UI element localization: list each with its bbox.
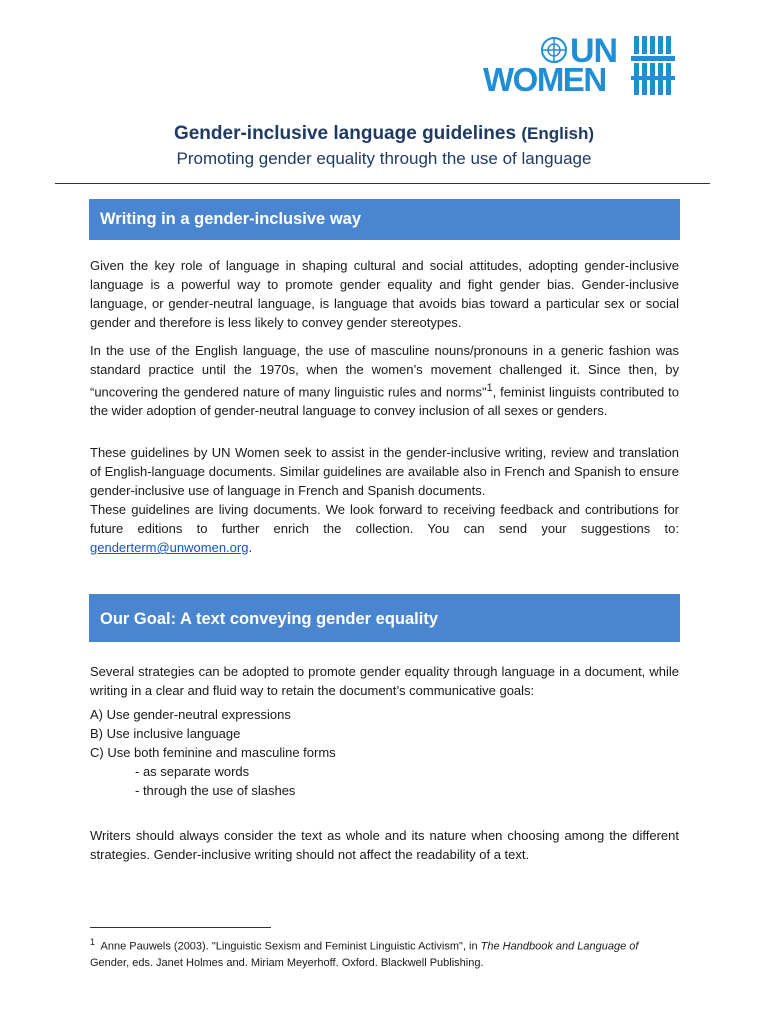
un-globe-icon bbox=[540, 36, 568, 64]
paragraph-guidelines bbox=[90, 443, 679, 557]
footnote-marker: 1 bbox=[90, 937, 96, 947]
document-subtitle: Promoting gender equality through the use of language bbox=[176, 149, 592, 168]
sub-list-item: - through the use of slashes bbox=[135, 783, 296, 798]
footnote-divider bbox=[90, 927, 271, 928]
paragraph-intro: Given the key role of language in shaping cultural and social attitudes, adopting gender-inclusive language is a powerful way to promote gender equality and fight gender bias. Gender-inclusive language, or gender-neutral language, is language that avoids bias toward a particular sex or social gender and therefore is less likely to convey gender stereotypes. bbox=[90, 258, 679, 330]
header-divider bbox=[55, 183, 710, 184]
footnote-ref[interactable]: 1 bbox=[486, 382, 493, 394]
paragraph-history bbox=[90, 341, 679, 420]
history-text: In the use of the English language, the use of masculine nouns/pronouns in a generic fashion was standard practice until the 1970s, when the women’s movement challenged it. Since then, by “uncovering the gendered nature of many linguistic rules and norms" bbox=[90, 343, 679, 400]
feedback-sentence: These guidelines are living documents. We look forward to receiving feedback and contributions for future editions to further enrich the collection. You can send your suggestions to: bbox=[90, 502, 679, 536]
paragraph-strategies: Several strategies can be adopted to promote gender equality through language in a document, while writing in a clear and fluid way to retain the document’s communicative goals: bbox=[90, 664, 679, 698]
document-header bbox=[0, 122, 768, 170]
section-heading-writing: Writing in a gender-inclusive way bbox=[89, 199, 680, 240]
feedback-end: . bbox=[248, 540, 253, 555]
women-symbol-icon bbox=[631, 36, 679, 96]
paragraph-closing: Writers should always consider the text as whole and its nature when choosing among the different strategies. Gender-inclusive writing should not affect the readability of a text. bbox=[90, 828, 679, 862]
email-link[interactable]: genderterm@unwomen.org bbox=[90, 540, 249, 555]
sub-list-item: - as separate words bbox=[135, 764, 250, 779]
feedback-text bbox=[90, 500, 679, 557]
strategy-list bbox=[90, 705, 679, 800]
guidelines-text: These guidelines by UN Women seek to assist in the gender-inclusive writing, review and translation of English-language documents. Similar guidelines are available also in French and Spanish to ensure gender-inclusive use of language in French and Spanish documents. bbox=[90, 445, 679, 498]
list-item: A) Use gender-neutral expressions bbox=[90, 707, 291, 722]
list-item: B) Use inclusive language bbox=[90, 726, 241, 741]
logo-women-text: WOMEN bbox=[483, 61, 606, 98]
logo-un-text: UN bbox=[570, 32, 618, 70]
history-text-cont: , feminist linguists contributed to the wider adoption of gender-neutral language to convey inclusion of all sexes or genders. bbox=[90, 384, 679, 419]
footnote-text: Anne Pauwels (2003). "Linguistic Sexism and Feminist Linguistic Activism", in bbox=[100, 940, 481, 953]
section-heading-goal: Our Goal: A text conveying gender equality bbox=[89, 594, 680, 642]
footnote bbox=[90, 934, 690, 971]
footnote-text-cont: Gender, eds. Janet Holmes and. Miriam Meyerhoff. Oxford. Blackwell Publishing. bbox=[90, 956, 484, 969]
title-main: Gender-inclusive language guidelines bbox=[173, 123, 517, 144]
title-language: (English) bbox=[521, 124, 595, 143]
footnote-book-title: The Handbook and Language of bbox=[480, 940, 639, 953]
document-title bbox=[0, 122, 768, 146]
un-women-logo bbox=[483, 34, 683, 98]
list-item: C) Use both feminine and masculine forms bbox=[90, 745, 336, 760]
